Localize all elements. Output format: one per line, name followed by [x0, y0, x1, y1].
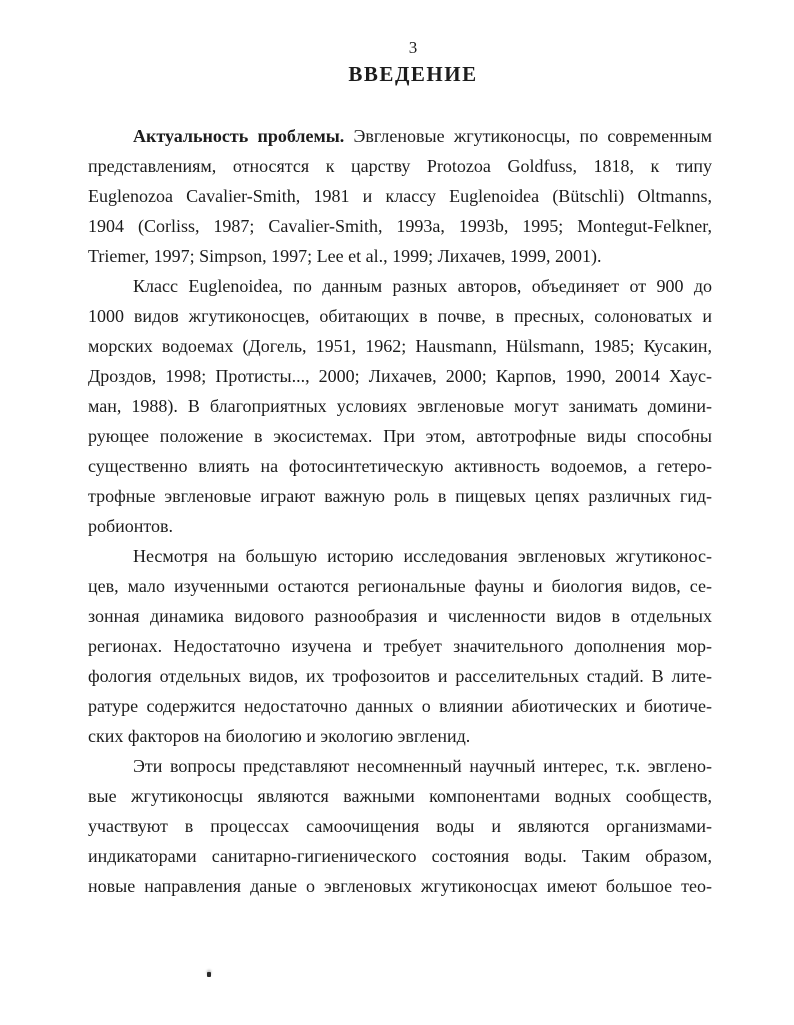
scan-speck-artifact	[207, 972, 211, 977]
section-title: ВВЕДЕНИЕ	[348, 62, 478, 86]
text-line: регионах. Недостаточно изучена и требует значительного дополнения мор-	[88, 636, 712, 656]
text-line: Euglenozoa Cavalier-Smith, 1981 и классу Euglenoidea (Bütschli) Oltmanns,	[88, 186, 712, 206]
text-line: Эти вопросы представляют несомненный научный интерес, т.к. эвглено-	[133, 756, 712, 776]
text-line: Несмотря на большую историю исследования эвгленовых жгутиконос-	[133, 546, 712, 566]
text-line: существенно влиять на фотосинтетическую активность водоемов, а гетеро-	[88, 456, 712, 476]
text-line: робионтов.	[88, 516, 174, 536]
text-line: представлениям, относятся к царству Protozoa Goldfuss, 1818, к типу	[88, 156, 712, 176]
page-number: 3	[408, 38, 418, 57]
text-line: трофные эвгленовые играют важную роль в пищевых цепях различных гид-	[88, 486, 712, 506]
text-line: ман, 1988). В благоприятных условиях эвгленовые могут занимать домини-	[88, 396, 712, 416]
text-line: цев, мало изученными остаются региональные фауны и биология видов, се-	[88, 576, 712, 596]
text-line: фология отдельных видов, их трофозоитов и расселительных стадий. В лите-	[88, 666, 712, 686]
text-line: Актуальность проблемы. Эвгленовые жгутиконосцы, по современным	[133, 126, 712, 146]
text-line: рующее положение в экосистемах. При этом, автотрофные виды способны	[88, 426, 712, 446]
text-line: морских водоемах (Догель, 1951, 1962; Hausmann, Hülsmann, 1985; Кусакин,	[88, 336, 712, 356]
text-line: Triemer, 1997; Simpson, 1997; Lee et al., 1999; Лихачев, 1999, 2001).	[88, 246, 602, 266]
text-line: ратуре содержится недостаточно данных о влиянии абиотических и биотиче-	[88, 696, 712, 716]
text-line: вые жгутиконосцы являются важными компонентами водных сообществ,	[88, 786, 712, 806]
text-line: Класс Euglenoidea, по данным разных авторов, объединяет от 900 до	[133, 276, 712, 296]
paragraph	[88, 541, 712, 751]
text-line: участвуют в процессах самоочищения воды и являются организмами-	[88, 816, 712, 836]
text-line: ских факторов на биологию и экологию эвгленид.	[88, 726, 471, 746]
paragraph	[88, 121, 712, 271]
body-text	[88, 121, 712, 901]
paragraph	[88, 271, 712, 541]
text-line: зонная динамика видового разнообразия и численности видов в отдельных	[88, 606, 712, 626]
paragraph	[88, 751, 712, 901]
bold-lead-phrase: Актуальность проблемы.	[133, 126, 345, 146]
text-line: новые направления даные о эвгленовых жгутиконосцах имеют большое тео-	[88, 876, 712, 896]
text-line: 1000 видов жгутиконосцев, обитающих в почве, в пресных, солоноватых и	[88, 306, 712, 326]
text-line: Дроздов, 1998; Протисты..., 2000; Лихачев, 2000; Карпов, 1990, 20014 Хаус-	[88, 366, 712, 386]
text-line: 1904 (Corliss, 1987; Cavalier-Smith, 1993a, 1993b, 1995; Montegut-Felkner,	[88, 216, 712, 236]
text-line: индикаторами санитарно-гигиенического состояния воды. Таким образом,	[88, 846, 712, 866]
